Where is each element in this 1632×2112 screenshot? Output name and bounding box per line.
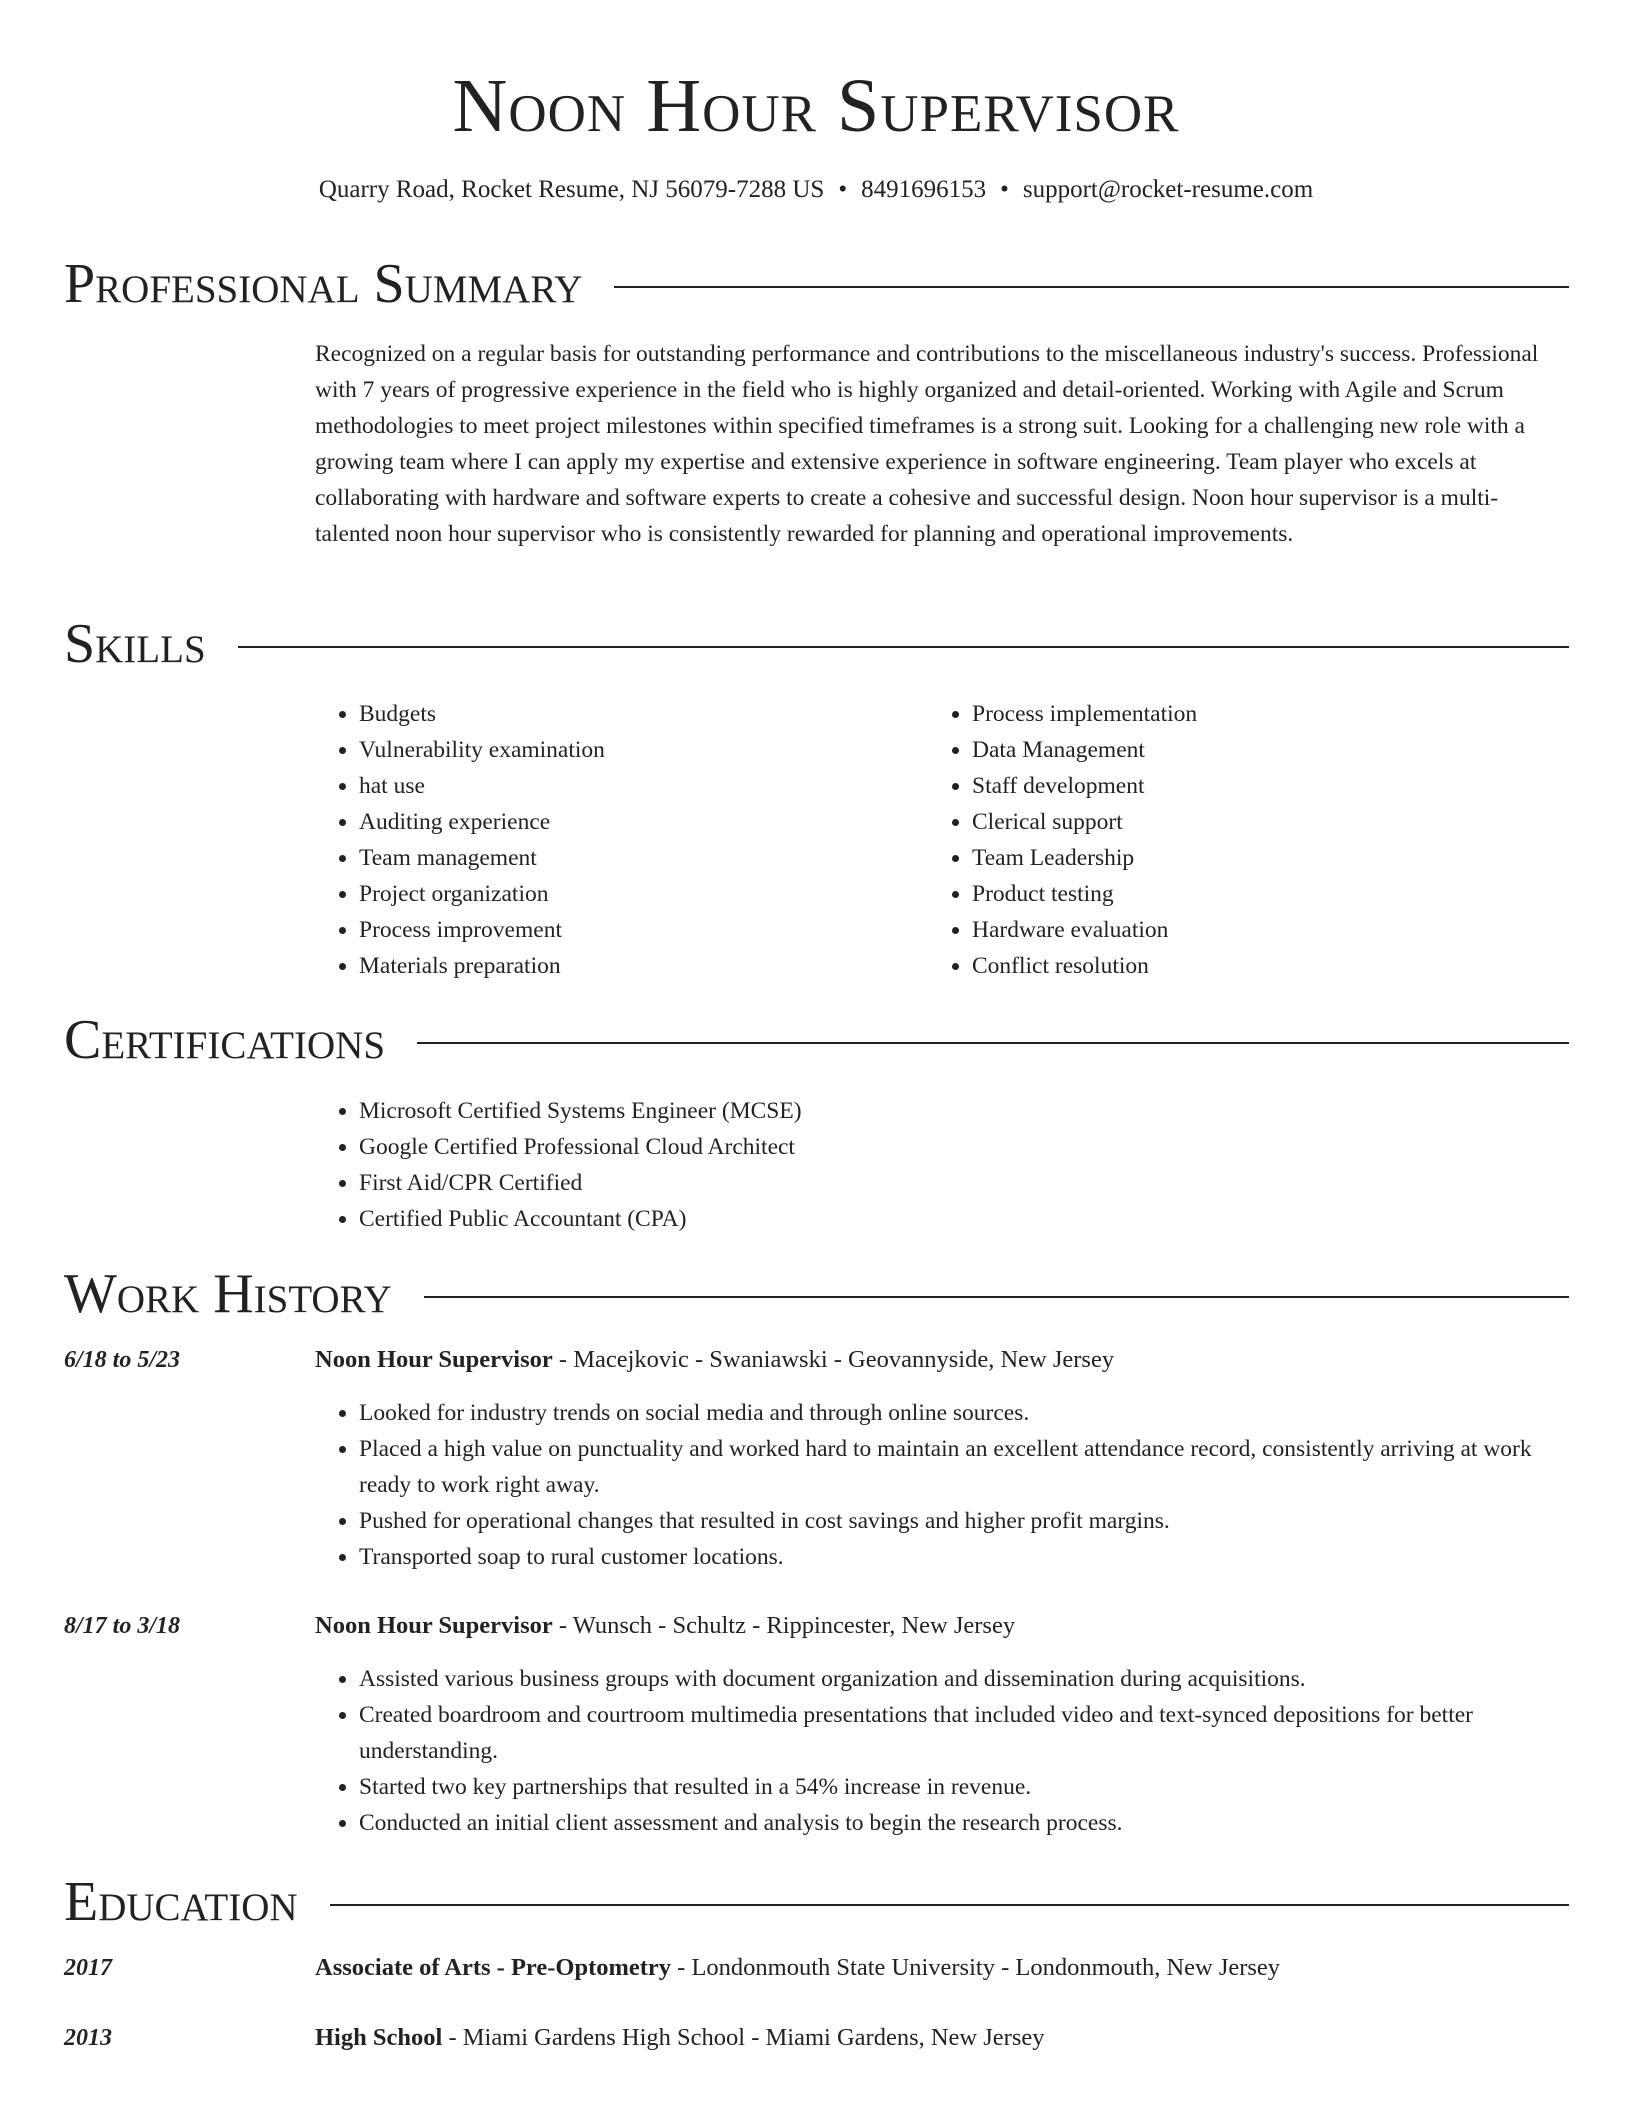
education-section-header xyxy=(64,1870,1569,1934)
job-bullet: • Transported soap to rural customer locations. xyxy=(359,1539,1570,1575)
phone: 8491696153 xyxy=(861,176,987,203)
address: Quarry Road, Rocket Resume, NJ 56079-7288 US xyxy=(318,176,825,203)
certification-item: • Certified Public Accountant (CPA) xyxy=(359,1201,1315,1237)
job-bullet: • Pushed for operational changes that resulted in cost savings and higher profit margins. xyxy=(359,1503,1570,1539)
email: support@rocket-resume.com xyxy=(1022,176,1314,203)
skills-section-header xyxy=(64,612,1569,676)
education-degree: Associate of Arts - Pre-Optometry xyxy=(315,1954,672,1981)
skill-item: • Staff development xyxy=(972,768,1528,804)
skill-item: • Materials preparation xyxy=(359,948,915,984)
job-bullet: • Assisted various business groups with document organization and dissemination during acquisitions. xyxy=(359,1661,1570,1697)
skills-list-left xyxy=(315,696,915,984)
education-degree: High School xyxy=(315,2024,443,2051)
skill-item: • Hardware evaluation xyxy=(972,912,1528,948)
job-dates: 8/17 to 3/18 xyxy=(64,1613,181,1639)
skill-item: • hat use xyxy=(359,768,915,804)
skill-item: • Process implementation xyxy=(972,696,1528,732)
section-title: Education xyxy=(64,1871,298,1933)
section-title: Professional Summary xyxy=(64,253,583,315)
job-bullet: • Placed a high value on punctuality and worked hard to maintain an excellent attendance record, consistently arriving at work ready to work right away. xyxy=(359,1431,1570,1503)
certification-item: • Google Certified Professional Cloud Architect xyxy=(359,1129,1315,1165)
summary-text: Recognized on a regular basis for outstanding performance and contributions to the miscellaneous industry's success. Professional with 7 years of progressive experience in the field who is highly organized and detail-oriented. Working with Agile and Scrum methodologies to meet project milestones within specified timeframes is a strong suit. Looking for a challenging new role with a growing team where I can apply my expertise and extensive experience in software engineering. Team player who excels at collaborating with hardware and software experts to create a cohesive and successful design. Noon hour supervisor is a multi-talented noon hour supervisor who is consistently rewarded for planning and operational improvements. xyxy=(315,341,1539,547)
skills-list-right xyxy=(928,696,1528,984)
skill-item: • Conflict resolution xyxy=(972,948,1528,984)
job-bullet: • Started two key partnerships that resulted in a 54% increase in revenue. xyxy=(359,1769,1570,1805)
education-line xyxy=(315,1950,1570,1986)
section-divider xyxy=(417,1042,1569,1044)
section-title: Work History xyxy=(64,1263,392,1325)
education-year: 2017 xyxy=(64,1955,112,1981)
section-divider xyxy=(330,1904,1569,1906)
job-bullets xyxy=(315,1395,1570,1575)
job-title-line xyxy=(315,1342,1570,1378)
job-bullets xyxy=(315,1661,1570,1841)
work-history-section-header xyxy=(64,1262,1569,1326)
skill-item: • Process improvement xyxy=(359,912,915,948)
job-bullet: • Looked for industry trends on social media and through online sources. xyxy=(359,1395,1570,1431)
skill-item: • Budgets xyxy=(359,696,915,732)
certifications-list xyxy=(315,1093,1315,1237)
job-title-line xyxy=(315,1608,1570,1644)
certifications-section-header xyxy=(64,1008,1569,1072)
candidate-name: Noon Hour Supervisor xyxy=(452,64,1180,148)
job-details: - Macejkovic - Swaniawski - Geovannyside, New Jersey xyxy=(552,1346,1115,1373)
skill-item: • Data Management xyxy=(972,732,1528,768)
separator: • xyxy=(838,176,848,203)
job-dates: 6/18 to 5/23 xyxy=(64,1347,181,1373)
section-divider xyxy=(614,286,1569,288)
job-details: - Wunsch - Schultz - Rippincester, New Jersey xyxy=(552,1612,1016,1639)
job-bullet: • Conducted an initial client assessment and analysis to begin the research process. xyxy=(359,1805,1570,1841)
separator: • xyxy=(1000,176,1009,203)
section-divider xyxy=(238,646,1569,648)
section-title: Certifications xyxy=(64,1009,386,1071)
job-bullet: • Created boardroom and courtroom multimedia presentations that included video and text-synced depositions for better understanding. xyxy=(359,1697,1570,1769)
certification-item: • First Aid/CPR Certified xyxy=(359,1165,1315,1201)
skill-item: • Auditing experience xyxy=(359,804,915,840)
education-line xyxy=(315,2020,1570,2056)
education-details: - Miami Gardens High School - Miami Gardens, New Jersey xyxy=(442,2024,1045,2051)
section-title: Skills xyxy=(64,613,206,675)
skill-item: • Product testing xyxy=(972,876,1528,912)
job-role: Noon Hour Supervisor xyxy=(315,1346,553,1373)
summary-section-header xyxy=(64,252,1569,316)
job-role: Noon Hour Supervisor xyxy=(315,1612,553,1639)
certification-item: • Microsoft Certified Systems Engineer (MCSE) xyxy=(359,1093,1315,1129)
contact-line xyxy=(0,172,1632,208)
education-details: - Londonmouth State University - Londonmouth, New Jersey xyxy=(671,1954,1281,1981)
skill-item: • Project organization xyxy=(359,876,915,912)
skill-item: • Team Leadership xyxy=(972,840,1528,876)
skill-item: • Vulnerability examination xyxy=(359,732,915,768)
skill-item: • Clerical support xyxy=(972,804,1528,840)
section-divider xyxy=(424,1296,1569,1298)
skill-item: • Team management xyxy=(359,840,915,876)
education-year: 2013 xyxy=(64,2025,112,2051)
